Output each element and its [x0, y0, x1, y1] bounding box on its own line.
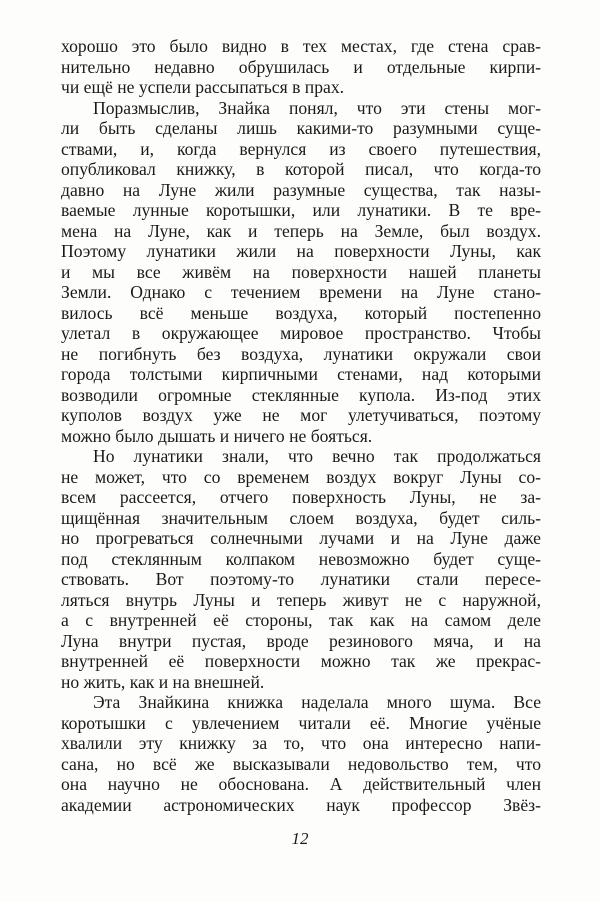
text-line: возводили огромные стеклянные купола. Из-под этих [61, 384, 541, 405]
text-line: ствовать. Вот поэтому-то лунатики стали пересе- [61, 569, 541, 589]
text-line: нительно недавно обрушилась и отдельные кирпи- [61, 56, 541, 77]
text-line: Поэтому лунатики жили на поверхности Луны, как [61, 241, 541, 261]
text-line: не может, что со временем воздух вокруг Луны со- [61, 466, 541, 487]
text-line: Но лунатики знали, что вечно так продолжаться [93, 446, 541, 466]
paragraph [61, 36, 541, 98]
text-line: всем рассеется, отчего поверхность Луны, не за- [61, 487, 541, 507]
text-line: хорошо это было видно в тех местах, где стена срав- [61, 36, 541, 56]
paragraph [61, 98, 541, 447]
text-line: щищённая значительным слоем воздуха, будет силь- [61, 507, 541, 528]
text-line: ляться внутрь Луны и теперь живут не с наружной, [61, 589, 541, 610]
text-line: Луна внутри пустая, вроде резинового мяча, и на [61, 630, 541, 651]
text-line: вилось всё меньше воздуха, который постепенно [61, 302, 541, 323]
text-line: опубликовал книжку, в которой писал, что когда-то [61, 159, 541, 179]
text-line: хвалили эту книжку за то, что она интересно напи- [61, 733, 541, 753]
paragraph [61, 692, 541, 815]
text-line: куполов воздух уже не мог улетучиваться, поэтому [61, 405, 541, 425]
text-line: сана, но всё же высказывали недовольство тем, что [61, 753, 541, 774]
text-line: Земли. Однако с течением времени на Луне стано- [61, 282, 541, 302]
text-line: не погибнуть без воздуха, лунатики окружали свои [61, 343, 541, 364]
text-line: ствами, и, когда вернулся из своего путешествия, [61, 138, 541, 159]
text-line: мена на Луне, как и теперь на Земле, был воздух. [61, 220, 541, 241]
text-line: под стеклянным колпаком невозможно будет суще- [61, 548, 541, 569]
text-line: ли быть сделаны лишь какими-то разумными суще- [61, 118, 541, 138]
text-line: коротышки с увлечением читали её. Многие учёные [61, 712, 541, 733]
text-line: чи ещё не успели рассыпаться в прах. [61, 77, 345, 97]
text-line: академии астрономических наук профессор Звёз- [61, 794, 541, 815]
text-line: она научно не обоснована. А действительный член [61, 774, 541, 794]
text-line: можно было дышать и ничего не бояться. [61, 425, 373, 446]
text-line: давно на Луне жили разумные существа, так назы- [61, 179, 541, 200]
page-number: 12 [291, 829, 309, 848]
text-line: но прогреваться солнечными лучами и на Луне даже [61, 528, 541, 548]
text-line: ваемые лунные коротышки, или лунатики. В те вре- [61, 200, 541, 220]
text-line: а с внутренней её стороны, так как на самом деле [61, 610, 541, 630]
text-line: внутренней её поверхности можно так же прекрас- [61, 651, 541, 671]
text-line: но жить, как и на внешней. [61, 671, 265, 692]
paragraph [61, 446, 541, 692]
text-line: и мы все живём на поверхности нашей планеты [61, 261, 541, 282]
text-line: города толстыми кирпичными стенами, над которыми [61, 364, 541, 384]
page-body-text [61, 36, 541, 815]
text-line: Поразмыслив, Знайка понял, что эти стены мог- [93, 97, 541, 118]
text-line: Эта Знайкина книжка наделала много шума. Все [93, 692, 541, 712]
text-line: улетал в окружающее мировое пространство. Чтобы [61, 323, 541, 343]
